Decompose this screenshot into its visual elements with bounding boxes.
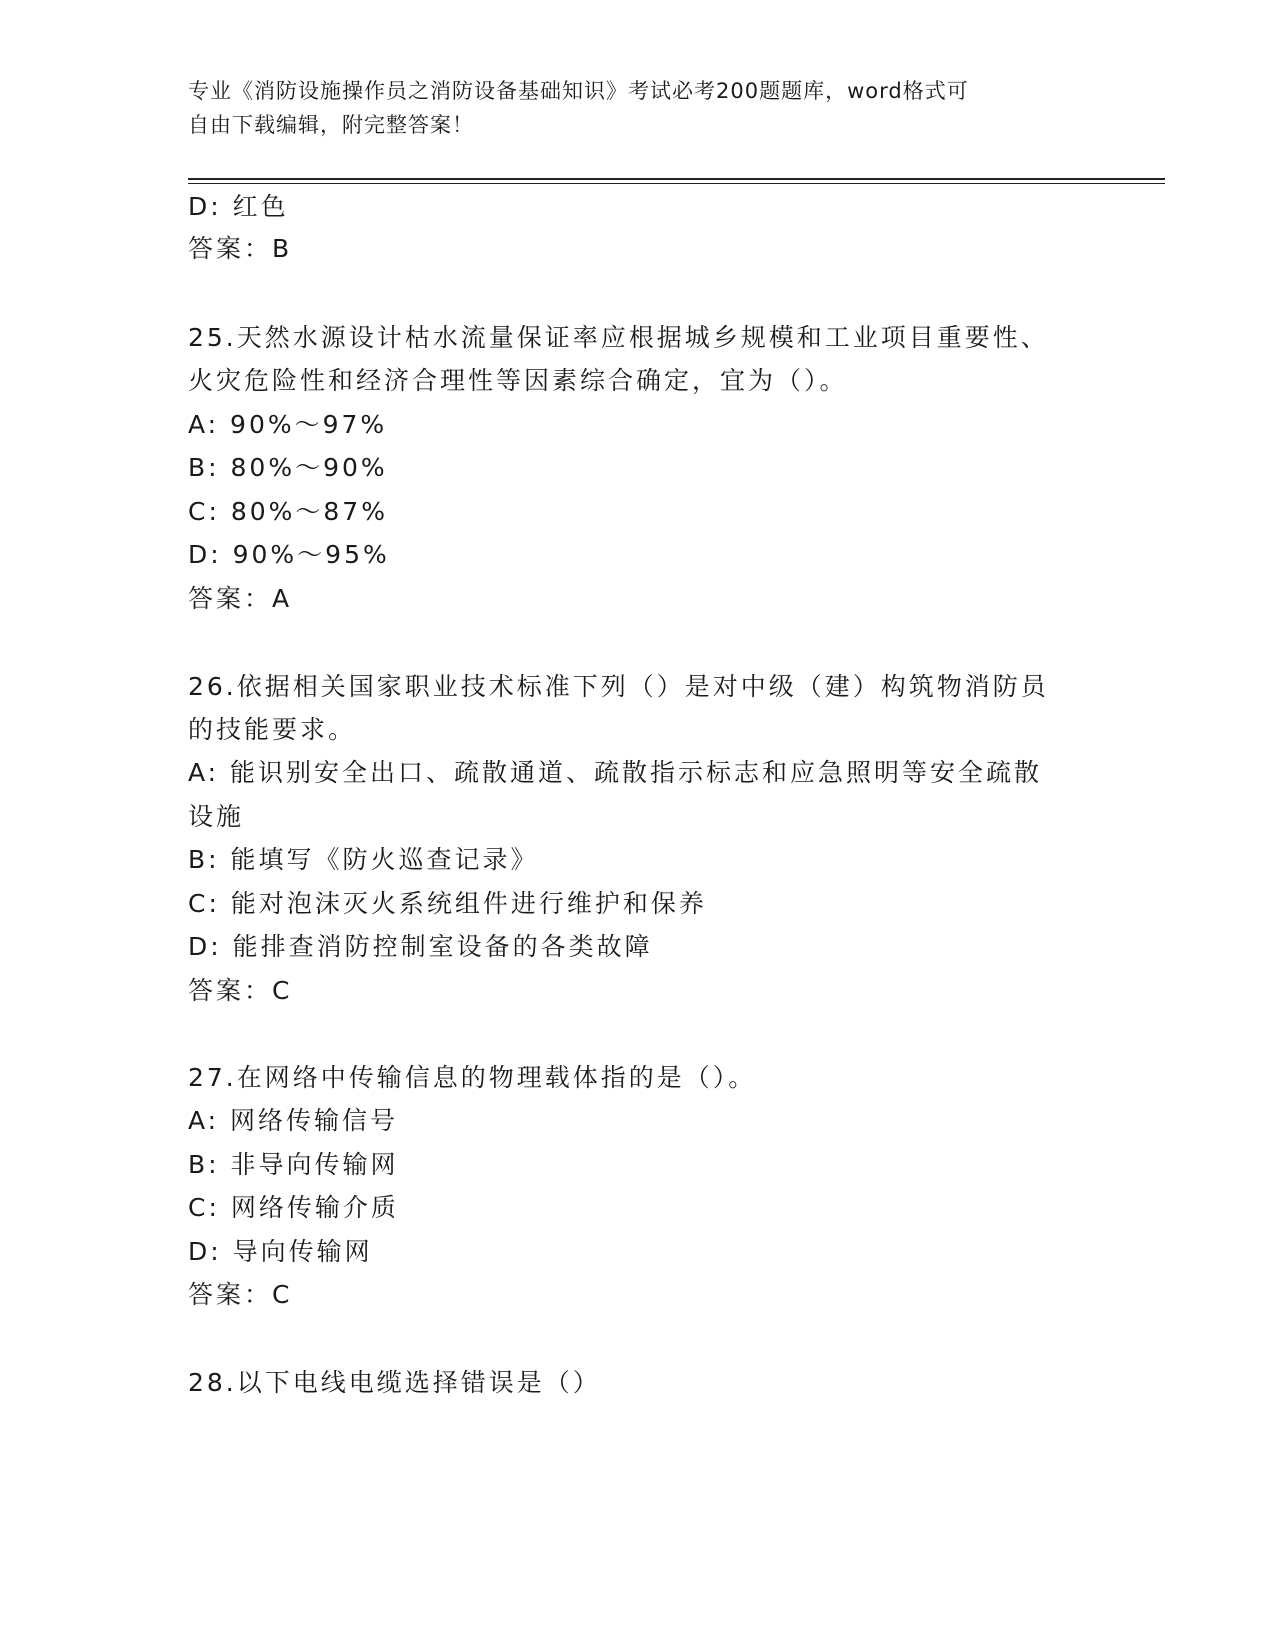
q26-option-c: C: 能对泡沫灭火系统组件进行维护和保养: [188, 889, 707, 918]
q25-stem-line-2: 火灾危险性和经济合理性等因素综合确定，宜为（）。: [188, 366, 848, 395]
q25-option-d: D: 90%～95%: [188, 540, 390, 569]
q27-option-c: C: 网络传输介质: [188, 1193, 399, 1222]
q25-answer: 答案：A: [188, 584, 293, 613]
q26-stem-line-2: 的技能要求。: [188, 715, 357, 744]
header-divider-thick: [188, 178, 1165, 180]
q25-option-c: C: 80%～87%: [188, 497, 388, 526]
q27-answer: 答案：C: [188, 1280, 293, 1309]
q27-option-d: D: 导向传输网: [188, 1237, 373, 1266]
document-header: [188, 74, 1068, 142]
q26-option-b: B: 能填写《防火巡查记录》: [188, 845, 539, 874]
q26-option-a-line-2: 设施: [188, 802, 245, 831]
prev-option-d: D: 红色: [188, 192, 289, 221]
prev-answer: 答案：B: [188, 234, 293, 263]
header-divider-thin: [188, 183, 1165, 184]
q26-stem-line-1: 26.依据相关国家职业技术标准下列（）是对中级（建）构筑物消防员: [188, 672, 1049, 701]
q26-option-a-line-1: A: 能识别安全出口、疏散通道、疏散指示标志和应急照明等安全疏散: [188, 758, 1043, 787]
q25-option-a: A: 90%～97%: [188, 410, 388, 439]
q26-option-d: D: 能排查消防控制室设备的各类故障: [188, 932, 653, 961]
header-line-2: 自由下载编辑，附完整答案！: [188, 113, 474, 137]
q27-option-b: B: 非导向传输网: [188, 1150, 399, 1179]
q25-stem-line-1: 25.天然水源设计枯水流量保证率应根据城乡规模和工业项目重要性、: [188, 323, 1049, 352]
q27-option-a: A: 网络传输信号: [188, 1106, 399, 1135]
q25-option-b: B: 80%～90%: [188, 453, 388, 482]
q28-stem: 28.以下电线电缆选择错误是（）: [188, 1368, 601, 1397]
header-line-1: 专业《消防设施操作员之消防设备基础知识》考试必考200题题库，word格式可: [188, 79, 969, 103]
q26-answer: 答案：C: [188, 976, 293, 1005]
q27-stem: 27.在网络中传输信息的物理载体指的是（）。: [188, 1063, 757, 1092]
